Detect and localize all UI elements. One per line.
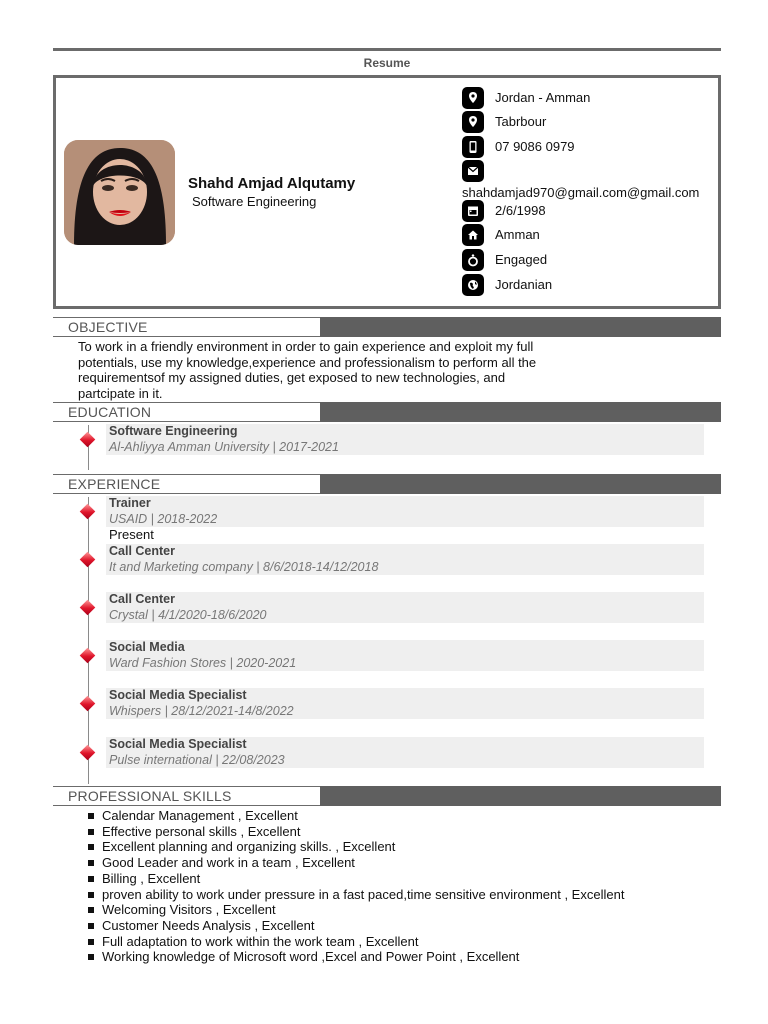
calendar-icon xyxy=(462,200,484,222)
entry-role: Social Media Specialist xyxy=(109,688,247,702)
contact-home: Amman xyxy=(495,227,540,242)
document-title: Resume xyxy=(363,56,411,70)
skills-section-header xyxy=(53,786,721,808)
section-title: PROFESSIONAL SKILLS xyxy=(53,786,331,806)
section-title: EXPERIENCE xyxy=(53,474,331,494)
entry-role: Call Center xyxy=(109,544,175,558)
diamond-bullet-icon xyxy=(80,648,96,664)
experience-entry xyxy=(106,688,704,719)
home-icon xyxy=(462,224,484,246)
diamond-bullet-icon xyxy=(80,432,96,448)
timeline-line xyxy=(88,497,89,784)
entry-meta: Crystal | 4/1/2020-18/6/2020 xyxy=(109,608,267,622)
profile-name: Shahd Amjad Alqutamy xyxy=(188,175,356,192)
diamond-bullet-icon xyxy=(80,600,96,616)
top-rule xyxy=(53,48,721,51)
objective-line: To work in a friendly environment in order to gain experience and exploit my full xyxy=(78,339,534,354)
section-bar xyxy=(320,474,721,494)
contact-nationality: Jordanian xyxy=(495,277,553,292)
diamond-bullet-icon xyxy=(80,504,96,520)
objective-section-header xyxy=(53,317,721,339)
experience-entry xyxy=(106,737,704,768)
skill-item: Working knowledge of Microsoft word ,Excel and Power Point , Excellent xyxy=(86,949,624,965)
diamond-bullet-icon xyxy=(80,745,96,761)
mail-icon xyxy=(462,160,484,182)
section-bar xyxy=(320,786,721,806)
entry-meta: Ward Fashion Stores | 2020-2021 xyxy=(109,656,297,670)
diamond-bullet-icon xyxy=(80,696,96,712)
skill-item: Effective personal skills , Excellent xyxy=(86,824,624,840)
contact-birthdate: 2/6/1998 xyxy=(495,203,546,218)
profile-title: Software Engineering xyxy=(192,194,317,209)
contact-location: Jordan - Amman xyxy=(495,90,591,105)
entry-meta: Al-Ahliyya Amman University | 2017-2021 xyxy=(109,440,339,454)
skill-item: Calendar Management , Excellent xyxy=(86,808,624,824)
contact-status: Engaged xyxy=(495,252,548,267)
objective-line: requirementsof my assigned duties, get exposed to new technologies, and xyxy=(78,370,506,385)
objective-line: potentials, use my knowledge,experience and professionalism to perform all the xyxy=(78,354,537,370)
skill-item: Customer Needs Analysis , Excellent xyxy=(86,918,624,934)
phone-icon xyxy=(462,136,484,158)
contact-area: Tabrbour xyxy=(495,114,547,129)
present-label: Present xyxy=(109,527,154,542)
skill-item: Full adaptation to work within the work team , Excellent xyxy=(86,934,624,950)
section-title: EDUCATION xyxy=(53,402,331,422)
skill-item: proven ability to work under pressure in a fast paced,time sensitive environment , Excellent xyxy=(86,887,624,903)
objective-line: partcipate in it. xyxy=(78,385,163,401)
entry-role: Trainer xyxy=(109,496,151,510)
experience-entry xyxy=(106,496,704,527)
entry-role: Software Engineering xyxy=(109,424,238,438)
experience-entry xyxy=(106,640,704,671)
entry-role: Social Media xyxy=(109,640,185,654)
education-section-header xyxy=(53,402,721,424)
diamond-bullet-icon xyxy=(80,552,96,568)
skill-item: Billing , Excellent xyxy=(86,871,624,887)
entry-meta: Pulse international | 22/08/2023 xyxy=(109,753,285,767)
skills-list xyxy=(86,808,624,965)
skill-item: Welcoming Visitors , Excellent xyxy=(86,902,624,918)
entry-meta: Whispers | 28/12/2021-14/8/2022 xyxy=(109,704,294,718)
contact-email[interactable]: shahdamjad970@gmail.com@gmail.com xyxy=(462,185,700,200)
experience-section-header xyxy=(53,474,721,496)
skill-item: Good Leader and work in a team , Excellent xyxy=(86,855,624,871)
contact-phone: 07 9086 0979 xyxy=(495,139,575,154)
entry-role: Call Center xyxy=(109,592,175,606)
experience-entry xyxy=(106,592,704,623)
location-pin-icon xyxy=(462,111,484,133)
entry-role: Social Media Specialist xyxy=(109,737,247,751)
section-bar xyxy=(320,402,721,422)
ring-icon xyxy=(462,249,484,271)
experience-entry xyxy=(106,544,704,575)
location-pin-icon xyxy=(462,87,484,109)
objective-text xyxy=(78,339,568,401)
entry-meta: It and Marketing company | 8/6/2018-14/12/2018 xyxy=(109,560,379,574)
entry-meta: USAID | 2018-2022 xyxy=(109,512,218,526)
education-entry xyxy=(106,424,704,455)
section-title: OBJECTIVE xyxy=(53,317,331,337)
globe-icon xyxy=(462,274,484,296)
profile-photo xyxy=(64,140,175,245)
section-bar xyxy=(320,317,721,337)
skill-item: Excellent planning and organizing skills. , Excellent xyxy=(86,839,624,855)
